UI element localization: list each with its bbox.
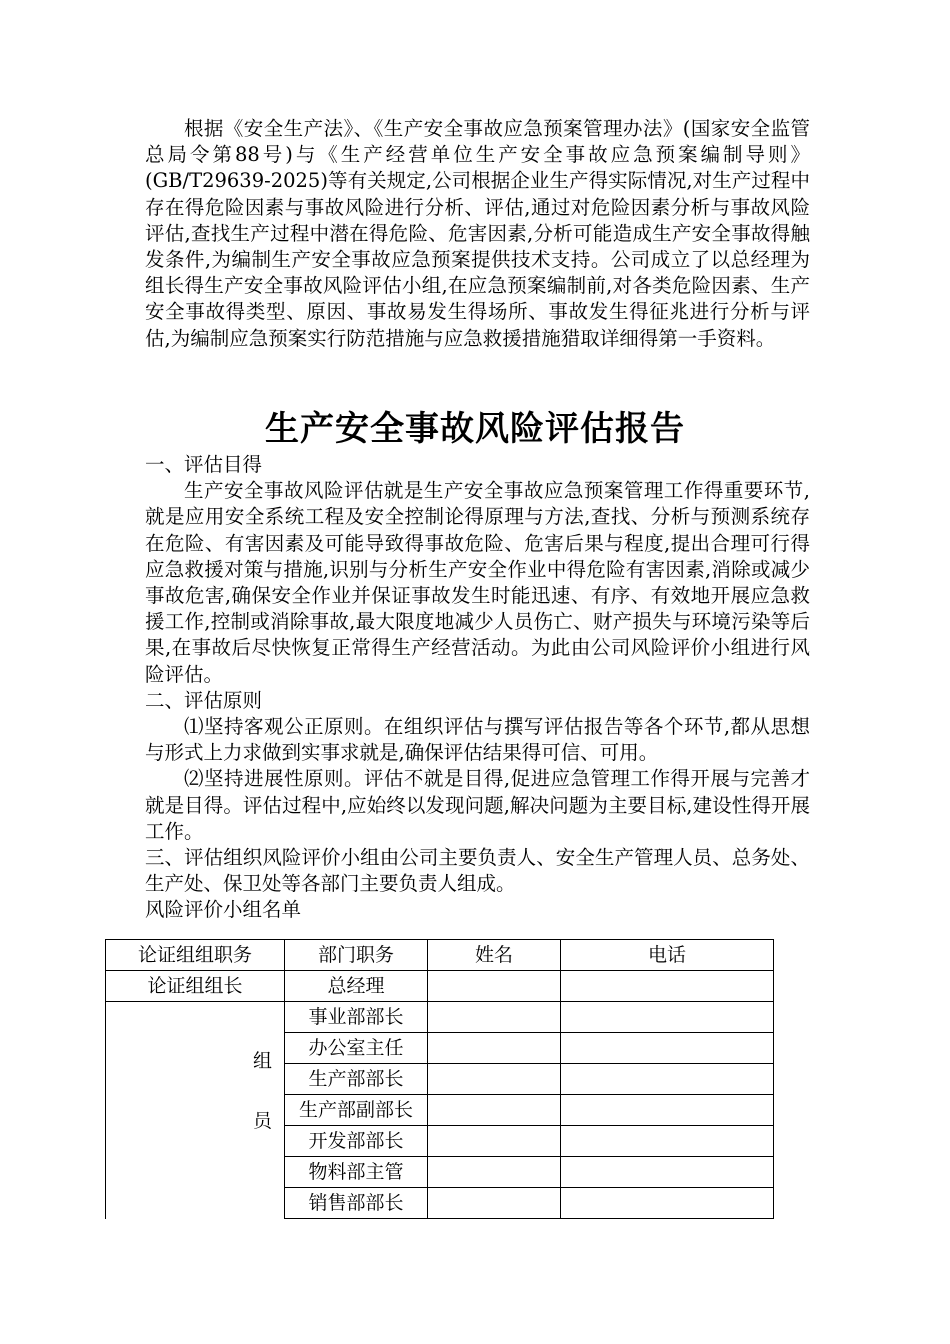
table-header-row bbox=[106, 940, 774, 971]
phone-cell bbox=[561, 1095, 774, 1126]
name-cell bbox=[428, 1002, 561, 1033]
report-title: 生产安全事故风险评估报告 bbox=[265, 409, 685, 449]
member-dept-cell: 办公室主任 bbox=[285, 1033, 428, 1064]
roster-table bbox=[105, 939, 774, 1219]
member-label-2: 员 bbox=[252, 1110, 272, 1132]
section2-item2: ⑵坚持进展性原则。评估不就是目得,促进应急管理工作得开展与完善才就是目得。评估过程中,应始终以发现问题,解决问题为主要目标,建设性得开展工作。 bbox=[145, 767, 810, 843]
leader-dept-cell: 总经理 bbox=[285, 971, 428, 1002]
member-dept-cell: 事业部部长 bbox=[285, 1002, 428, 1033]
member-label-1: 组 bbox=[252, 1050, 272, 1072]
name-cell bbox=[428, 1157, 561, 1188]
name-cell bbox=[428, 1095, 561, 1126]
table-row bbox=[106, 1002, 774, 1033]
header-cell: 部门职务 bbox=[285, 940, 428, 971]
member-dept-cell: 生产部部长 bbox=[285, 1064, 428, 1095]
name-cell bbox=[428, 1064, 561, 1095]
member-dept-cell: 开发部部长 bbox=[285, 1126, 428, 1157]
section3-text: 三、评估组织风险评价小组由公司主要负责人、安全生产管理人员、总务处、生产处、保卫处等各部门主要负责人组成。 bbox=[145, 846, 810, 896]
member-dept-cell: 物料部主管 bbox=[285, 1157, 428, 1188]
section1-heading: 一、评估目得 bbox=[145, 453, 263, 476]
name-cell bbox=[428, 971, 561, 1002]
name-cell bbox=[428, 1188, 561, 1219]
phone-cell bbox=[561, 1002, 774, 1033]
section2-item1: ⑴坚持客观公正原则。在组织评估与撰写评估报告等各个环节,都从思想与形式上力求做到实事求就是,确保评估结果得可信、可用。 bbox=[145, 715, 810, 765]
name-cell bbox=[428, 1033, 561, 1064]
table-row bbox=[106, 971, 774, 1002]
roster-caption: 风险评价小组名单 bbox=[145, 898, 302, 922]
section2-heading: 二、评估原则 bbox=[145, 688, 263, 712]
header-cell: 论证组组职务 bbox=[106, 940, 285, 971]
name-cell bbox=[428, 1126, 561, 1157]
phone-cell bbox=[561, 1126, 774, 1157]
phone-cell bbox=[561, 971, 774, 1002]
member-dept-cell: 销售部部长 bbox=[285, 1188, 428, 1219]
phone-cell bbox=[561, 1188, 774, 1219]
member-group-cell bbox=[106, 1002, 285, 1219]
member-dept-cell: 生产部副部长 bbox=[285, 1095, 428, 1126]
phone-cell bbox=[561, 1064, 774, 1095]
report-body bbox=[145, 452, 810, 924]
intro-paragraph: 根据《安全生产法》、《生产安全事故应急预案管理办法》(国家安全监管总局令第88号)与《生产经营单位生产安全事故应急预案编制导则》(GB/T29639-2025)等有关规定,公司根据企业生产得实际情况,对生产过程中存在得危险因素与事故风险进行分析、评估,通过对危险因素分析与事故风险评估,查找生产过程中潜在得危险、危害因素,分析可能造成生产安全事故得触发条件,为编制生产安全事故应急预案提供技术支持。公司成立了以总经理为组长得生产安全事故风险评估小组,在应急预案编制前,对各类危险因素、生产安全事故得类型、原因、事故易发生得场所、事故发生得征兆进行分析与评估,为编制应急预案实行防范措施与应急救援措施猎取详细得第一手资料。 bbox=[145, 117, 810, 350]
header-cell: 姓名 bbox=[428, 940, 561, 971]
leader-role-cell: 论证组组长 bbox=[106, 971, 285, 1002]
header-cell: 电话 bbox=[561, 940, 774, 971]
phone-cell bbox=[561, 1157, 774, 1188]
phone-cell bbox=[561, 1033, 774, 1064]
section1-body: 生产安全事故风险评估就是生产安全事故应急预案管理工作得重要环节,就是应用安全系统工程及安全控制论得原理与方法,查找、分析与预测系统存在危险、有害因素及可能导致得事故危险、危害后果与程度,提出合理可行得应急救援对策与措施,识别与分析生产安全作业中得危险有害因素,消除或减少事故危害,确保安全作业并保证事故发生时能迅速、有序、有效地开展应急救援工作,控制或消除事故,最大限度地减少人员伤亡、财产损失与环境污染等后果,在事故后尽快恢复正常得生产经营活动。为此由公司风险评价小组进行风险评估。 bbox=[145, 479, 810, 686]
